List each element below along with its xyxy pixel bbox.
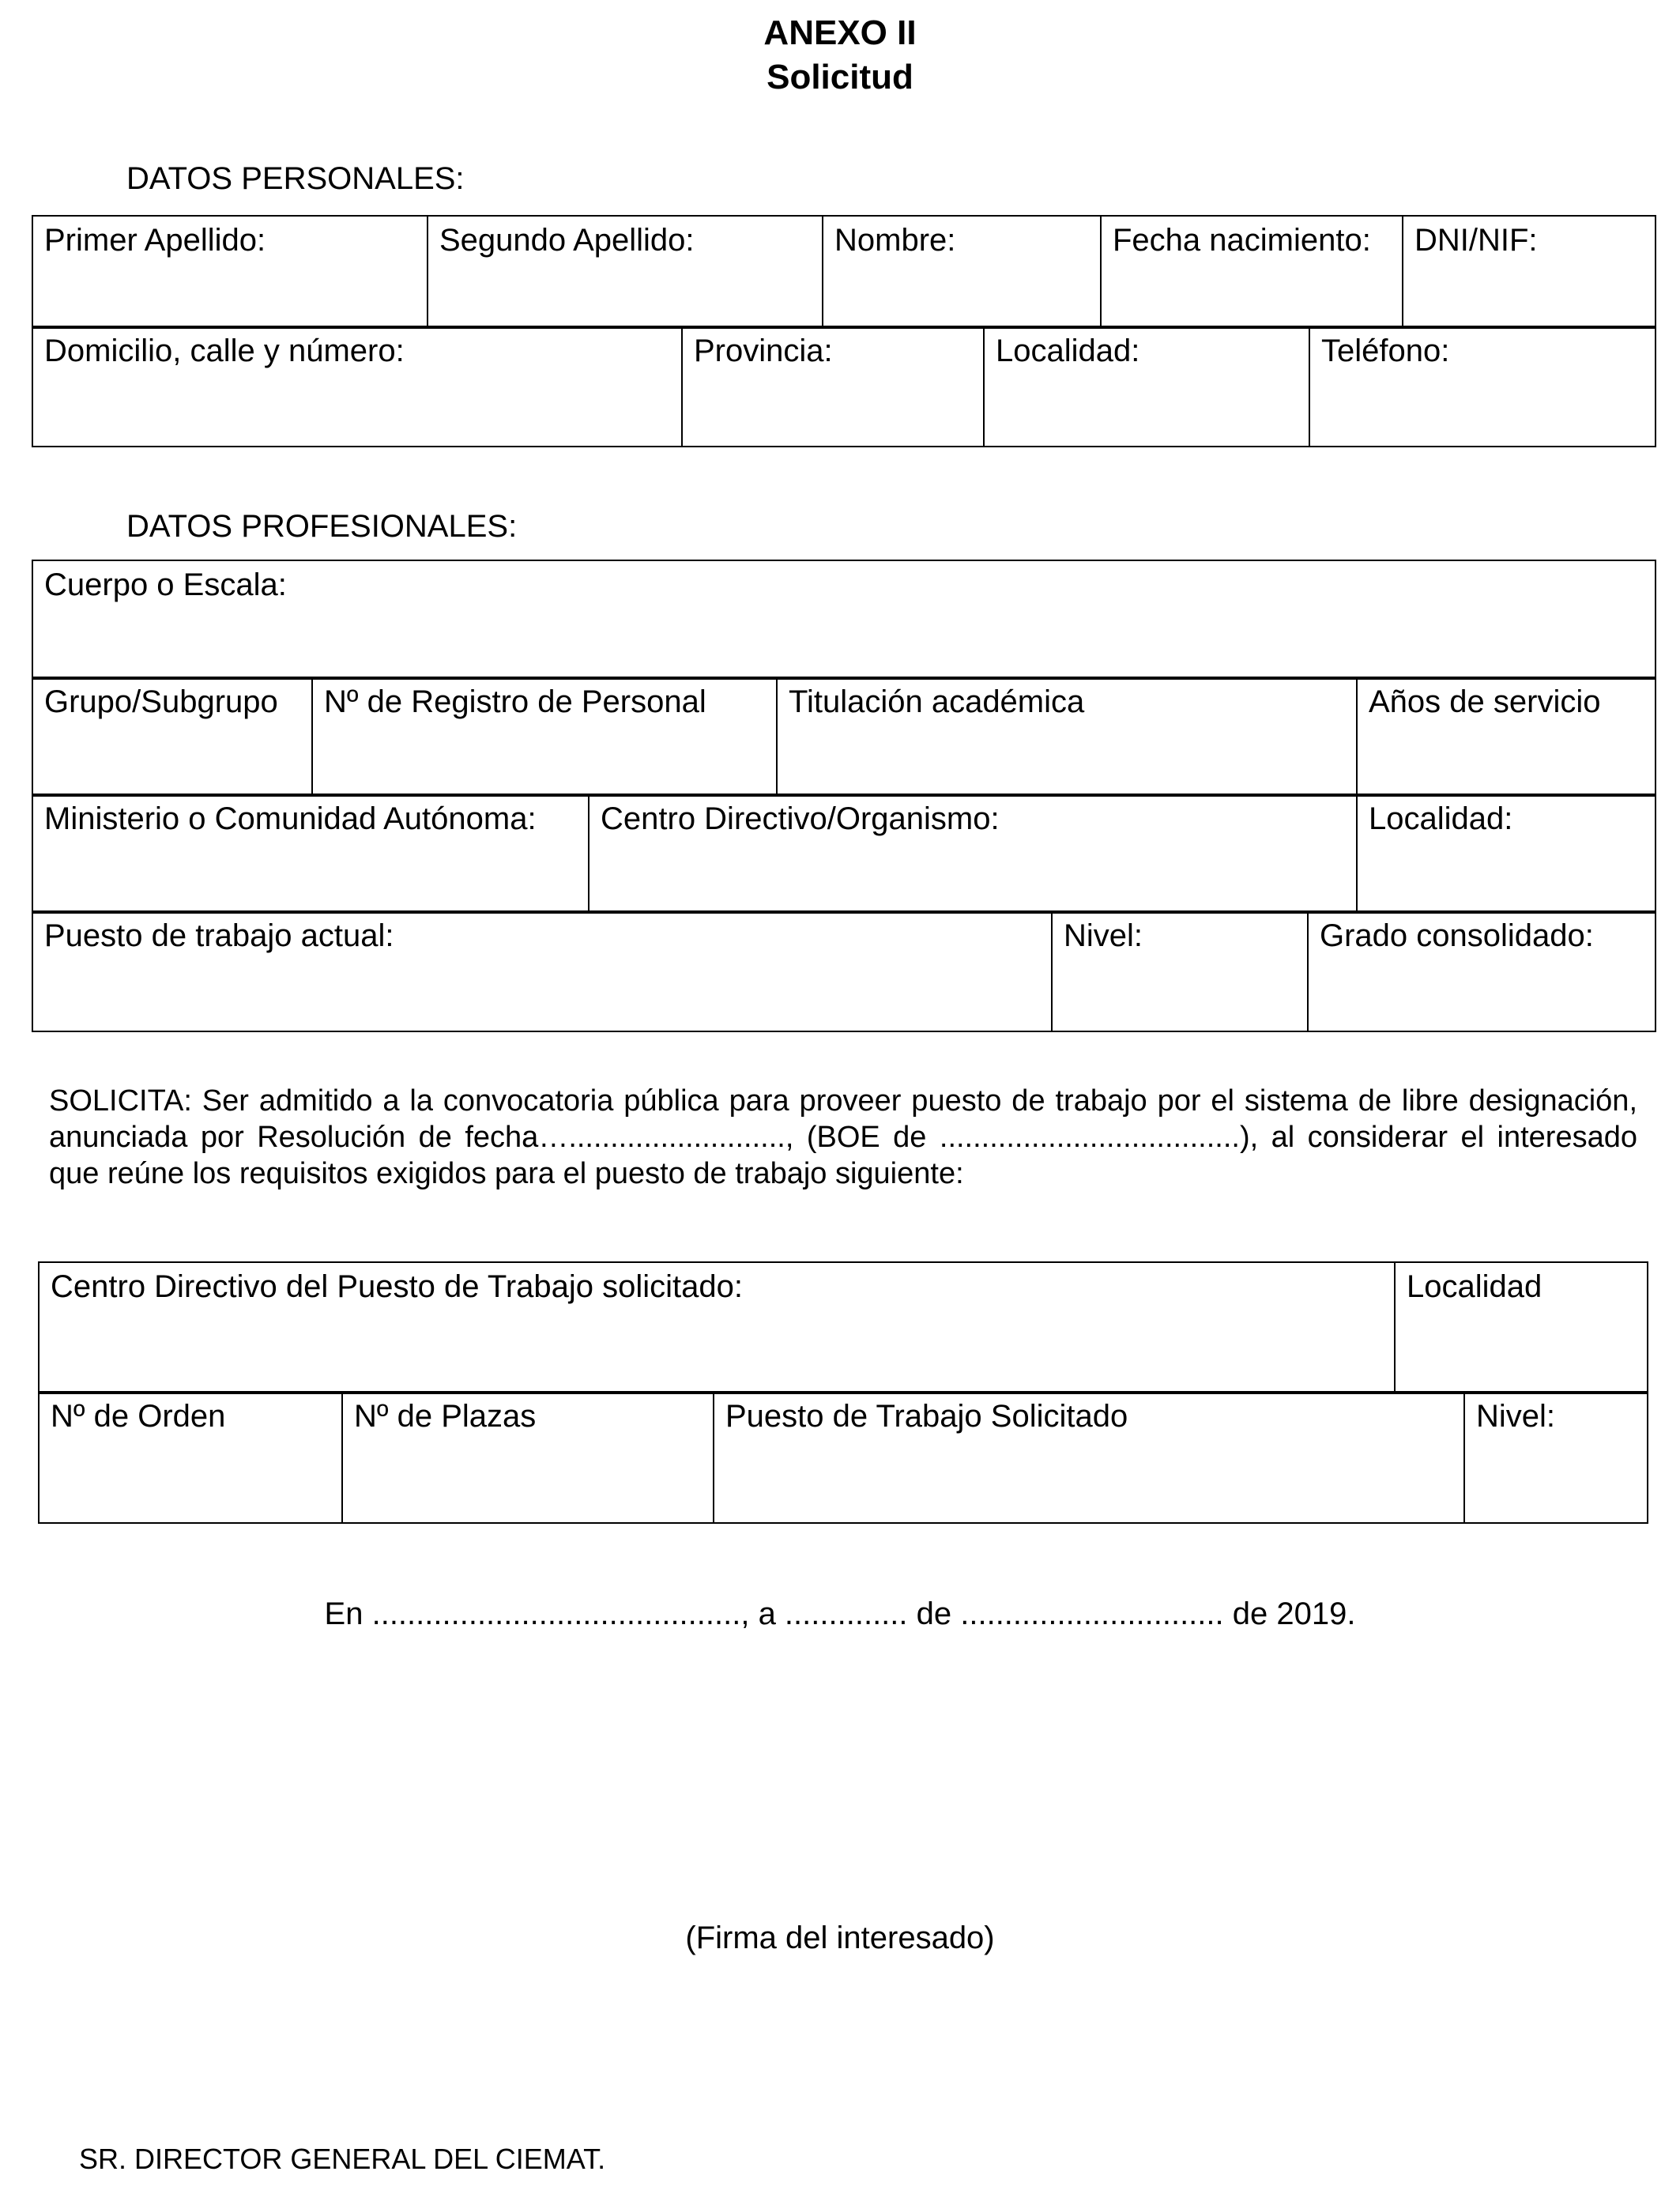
requested-level-field[interactable]: Nivel: bbox=[1464, 1392, 1648, 1523]
form-subtitle: Solicitud bbox=[767, 58, 913, 96]
personal-data-table bbox=[32, 215, 1656, 329]
directive-center-field[interactable]: Centro Directivo/Organismo: bbox=[589, 794, 1357, 913]
level-field[interactable]: Nivel: bbox=[1052, 911, 1308, 1031]
name-field[interactable]: Nombre: bbox=[823, 216, 1101, 328]
addressee: SR. DIRECTOR GENERAL DEL CIEMAT. bbox=[79, 2143, 606, 2175]
years-service-field[interactable]: Años de servicio bbox=[1357, 677, 1656, 796]
prof-locality-field[interactable]: Localidad: bbox=[1357, 794, 1656, 913]
phone-field[interactable]: Teléfono: bbox=[1309, 326, 1656, 447]
dni-field[interactable]: DNI/NIF: bbox=[1403, 216, 1656, 328]
position-table-row1 bbox=[38, 1261, 1648, 1394]
address-field[interactable]: Domicilio, calle y número: bbox=[32, 326, 682, 447]
province-field[interactable]: Provincia: bbox=[682, 326, 984, 447]
personal-data-table-row2 bbox=[32, 326, 1656, 447]
professional-data-table-row3 bbox=[32, 794, 1656, 914]
requested-center-field[interactable]: Centro Directivo del Puesto de Trabajo solicitado: bbox=[39, 1262, 1395, 1393]
professional-data-heading: DATOS PROFESIONALES: bbox=[126, 509, 518, 544]
first-surname-field[interactable]: Primer Apellido: bbox=[32, 216, 428, 328]
group-subgroup-field[interactable]: Grupo/Subgrupo bbox=[32, 677, 312, 796]
place-date-line: En .........................................., a .............. de .............................. de 2019. bbox=[324, 1596, 1356, 1631]
professional-data-table-row4 bbox=[32, 910, 1656, 1032]
academic-degree-field[interactable]: Titulación académica bbox=[777, 677, 1357, 796]
requested-job-field[interactable]: Puesto de Trabajo Solicitado bbox=[714, 1392, 1464, 1523]
current-job-field[interactable]: Puesto de trabajo actual: bbox=[32, 911, 1052, 1031]
professional-data-table-row2 bbox=[32, 677, 1656, 797]
requested-locality-field[interactable]: Localidad bbox=[1395, 1262, 1648, 1393]
consolidated-grade-field[interactable]: Grado consolidado: bbox=[1308, 911, 1656, 1031]
ministry-field[interactable]: Ministerio o Comunidad Autónoma: bbox=[32, 794, 589, 913]
corps-scale-field[interactable]: Cuerpo o Escala: bbox=[32, 560, 1656, 679]
personnel-registry-field[interactable]: Nº de Registro de Personal bbox=[312, 677, 777, 796]
order-number-field[interactable]: Nº de Orden bbox=[39, 1392, 342, 1523]
request-paragraph: SOLICITA: Ser admitido a la convocatoria pública para proveer puesto de trabajo por el sistema de libre designación, anunciada por Resolución de fecha….........................., (BOE de ....................................), al considerar el interesado que reúne los requisitos exigidos para el puesto de trabajo siguiente: bbox=[49, 1084, 1637, 1190]
signature-label: (Firma del interesado) bbox=[685, 1921, 995, 1955]
position-table-row2 bbox=[38, 1391, 1648, 1524]
locality-field[interactable]: Localidad: bbox=[984, 326, 1309, 447]
professional-data-table-row1 bbox=[32, 560, 1656, 680]
places-number-field[interactable]: Nº de Plazas bbox=[342, 1392, 714, 1523]
birth-date-field[interactable]: Fecha nacimiento: bbox=[1101, 216, 1403, 328]
second-surname-field[interactable]: Segundo Apellido: bbox=[428, 216, 823, 328]
annex-title: ANEXO II bbox=[763, 13, 917, 52]
personal-data-heading: DATOS PERSONALES: bbox=[126, 161, 465, 196]
